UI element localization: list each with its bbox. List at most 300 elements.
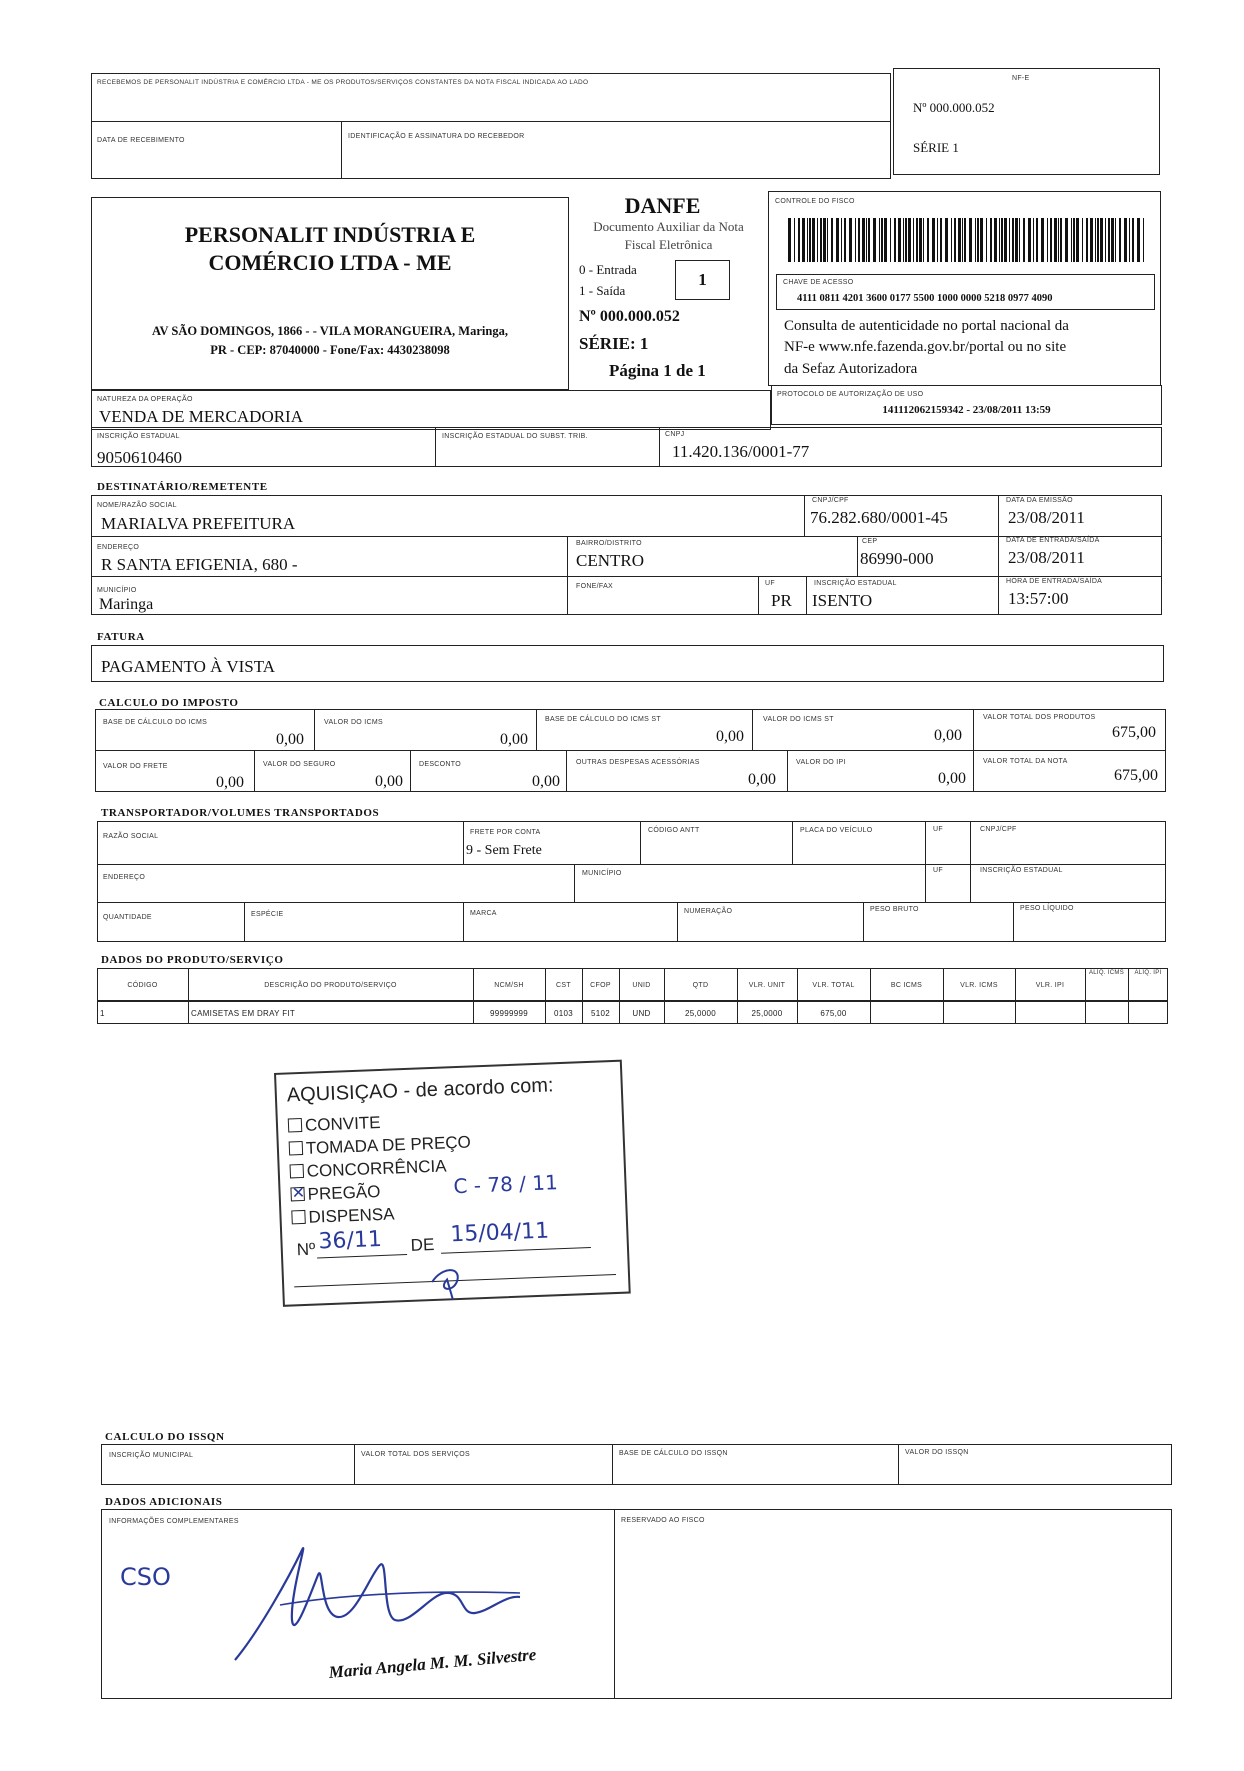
- produtos-header-aliq-icms: ALÍQ. ICMS: [1088, 970, 1124, 976]
- barcode-bar: [905, 218, 907, 262]
- transp-numeracao-label: NUMERAÇÃO: [684, 908, 733, 915]
- produtos-header-cfop: CFOP: [590, 982, 611, 989]
- produtos-header-ncm: NCM/SH: [494, 982, 524, 989]
- acquisition-stamp: [274, 1060, 631, 1307]
- barcode-bar: [836, 218, 839, 262]
- barcode-bar: [980, 218, 983, 262]
- danfe-saida: 1 - Saída: [579, 283, 626, 298]
- transp-marca-label: MARCA: [470, 910, 497, 917]
- barcode-bar: [999, 218, 1000, 262]
- recipient-cnpj-label: CNPJ/CPF: [812, 497, 849, 504]
- receipt-nfe-box: [893, 68, 1160, 175]
- barcode-bar: [1012, 218, 1014, 262]
- recipient-cnpj: 76.282.680/0001-45: [810, 508, 948, 527]
- produtos-col-divider: [582, 968, 583, 1024]
- recipient-col-a: [804, 495, 805, 536]
- transp-endereco-label: ENDEREÇO: [103, 874, 146, 881]
- barcode-bar: [1090, 218, 1093, 262]
- checkbox-concorrencia: [290, 1164, 305, 1179]
- stamp-no-label: Nº: [296, 1239, 316, 1260]
- barcode-bar: [964, 218, 966, 262]
- transp-ie-label: INSCRIÇÃO ESTADUAL: [980, 867, 1063, 874]
- receipt-box: [91, 73, 891, 179]
- imposto-c1: [314, 709, 315, 750]
- fisco-label: RESERVADO AO FISCO: [621, 1517, 705, 1524]
- barcode-bar: [932, 218, 935, 262]
- barcode-bar: [1073, 218, 1075, 262]
- adicionais-section: DADOS ADICIONAIS: [105, 1496, 223, 1508]
- barcode-bar: [898, 218, 901, 262]
- barcode-bar: [1015, 218, 1018, 262]
- barcode-bar: [986, 218, 987, 262]
- barcode-bar: [841, 218, 842, 262]
- produtos-cell-unid: UND: [632, 1009, 651, 1018]
- protocolo-label: PROTOCOLO DE AUTORIZAÇÃO DE USO: [777, 391, 924, 398]
- barcode-bar: [994, 218, 997, 262]
- transporte-c1: [463, 821, 464, 864]
- produtos-col-divider: [797, 968, 798, 1024]
- valor-st-label: VALOR DO ICMS ST: [763, 716, 834, 723]
- seguro-label: VALOR DO SEGURO: [263, 761, 336, 768]
- produtos-col-divider: [1015, 968, 1016, 1024]
- barcode-bar: [977, 218, 979, 262]
- transporte-section: TRANSPORTADOR/VOLUMES TRANSPORTADOS: [101, 807, 380, 819]
- recipient-col-f: [806, 576, 807, 615]
- barcode-bar: [820, 218, 822, 262]
- recipient-uf: PR: [771, 591, 792, 610]
- barcode-bar: [1058, 218, 1059, 262]
- consulta-2: NF-e www.nfe.fazenda.gov.br/portal ou no site: [784, 339, 1067, 355]
- barcode-bar: [945, 218, 948, 262]
- barcode-bar: [807, 218, 808, 262]
- barcode-bar: [1004, 218, 1007, 262]
- barcode-bar: [919, 218, 922, 262]
- check-mark-icon: ✕: [291, 1184, 306, 1203]
- receipt-nfe-label: NF-E: [1012, 75, 1030, 82]
- frete: 0,00: [216, 774, 244, 791]
- barcode-bar: [866, 218, 867, 262]
- hand-csc: CSO: [120, 1563, 171, 1591]
- barcode-bar: [937, 218, 938, 262]
- produtos-col-divider: [870, 968, 871, 1024]
- danfe-subtitle-1: Documento Auxiliar da Nota: [593, 219, 744, 234]
- produtos-header-bc-icms: BC ICMS: [890, 982, 923, 989]
- barcode-bar: [1036, 218, 1038, 262]
- stamp-hand-pregao: C - 78 / 11: [453, 1170, 559, 1199]
- barcode-bar: [1086, 218, 1088, 262]
- transporte-c6: [574, 864, 575, 902]
- barcode-bar: [1019, 218, 1020, 262]
- barcode-bar: [855, 218, 856, 262]
- control-label: CONTROLE DO FISCO: [775, 198, 855, 205]
- barcode-bar: [798, 218, 800, 262]
- barcode-bar: [1050, 218, 1052, 262]
- recipient-municipio: Maringa: [99, 596, 154, 613]
- barcode-bar: [873, 218, 876, 262]
- barcode-bar: [903, 218, 904, 262]
- base-icms-label: BASE DE CÁLCULO DO ICMS: [103, 719, 208, 726]
- danfe-subtitle-2: Fiscal Eletrônica: [624, 237, 713, 252]
- transporte-c11: [1013, 902, 1014, 942]
- checkbox-pregao-checked: [290, 1184, 306, 1203]
- recipient-ie-label: INSCRIÇÃO ESTADUAL: [814, 580, 897, 587]
- barcode-bar: [1097, 218, 1099, 262]
- produtos-col-divider: [1128, 968, 1129, 1024]
- ie-row-box: [91, 427, 1162, 467]
- recipient-col-b: [998, 495, 999, 615]
- barcode-bar: [1054, 218, 1057, 262]
- transp-uf-label: UF: [933, 826, 943, 833]
- recipient-row-1: [91, 536, 1162, 537]
- checkbox-convite: [288, 1118, 303, 1133]
- emitter-name-2: COMÉRCIO LTDA - ME: [208, 250, 452, 275]
- transporte-c10: [863, 902, 864, 942]
- cnpj-label: CNPJ: [665, 431, 685, 438]
- produtos-cell-cfop: 5102: [591, 1009, 610, 1018]
- valor-icms: 0,00: [500, 731, 528, 748]
- receipt-nfe-serie: SÉRIE 1: [913, 140, 959, 155]
- outras-label: OUTRAS DESPESAS ACESSÓRIAS: [576, 759, 700, 766]
- base-icms: 0,00: [276, 731, 304, 748]
- transp-cnpj-label: CNPJ/CPF: [980, 826, 1017, 833]
- barcode-bar: [831, 218, 833, 262]
- barcode-bar: [1095, 218, 1096, 262]
- barcode-bar: [1115, 218, 1116, 262]
- recipient-endereco: R SANTA EFIGENIA, 680 -: [101, 555, 298, 574]
- recipient-uf-label: UF: [765, 580, 775, 587]
- stamp-option-convite-label: CONVITE: [304, 1112, 381, 1135]
- produtos-header-unid: UNID: [632, 982, 651, 989]
- transp-razao-label: RAZÃO SOCIAL: [103, 833, 159, 840]
- valor-st: 0,00: [934, 727, 962, 744]
- recipient-col-e: [758, 576, 759, 615]
- receipt-header: RECEBEMOS DE PERSONALIT INDÚSTRIA E COMÉRCIO LTDA - ME OS PRODUTOS/SERVIÇOS CONSTANTES DA NOTA FISCAL INDICADA AO LADO: [97, 79, 589, 86]
- produtos-header-vlr-icms: VLR. ICMS: [960, 982, 998, 989]
- base-st: 0,00: [716, 728, 744, 745]
- barcode-bar: [1028, 218, 1031, 262]
- transp-frete-label: FRETE POR CONTA: [470, 829, 541, 836]
- adicionais-divider: [614, 1509, 615, 1699]
- imposto-section: CALCULO DO IMPOSTO: [99, 697, 239, 709]
- issqn-valor-label: VALOR DO ISSQN: [905, 1449, 969, 1456]
- stamp-option-dispensa: [291, 1204, 395, 1228]
- barcode-bar: [913, 218, 914, 262]
- ipi: 0,00: [938, 770, 966, 787]
- issqn-total-label: VALOR TOTAL DOS SERVIÇOS: [361, 1451, 470, 1458]
- transporte-c8: [463, 902, 464, 942]
- recipient-bairro-label: BAIRRO/DISTRITO: [576, 540, 642, 547]
- danfe-tipo: 1: [698, 270, 707, 289]
- transp-peso-liquido-label: PESO LÍQUIDO: [1020, 905, 1074, 912]
- emitter-address-1: AV SÃO DOMINGOS, 1866 - - VILA MORANGUEIRA, Maringa,: [152, 324, 508, 338]
- danfe-serie: SÉRIE: 1: [579, 334, 649, 353]
- barcode-bar: [1108, 218, 1110, 262]
- barcode-bar: [951, 218, 952, 262]
- frete-label: VALOR DO FRETE: [103, 763, 168, 770]
- barcode-bar: [1060, 218, 1062, 262]
- barcode-bar: [894, 218, 896, 262]
- produtos-cell-ncm: 99999999: [490, 1009, 528, 1018]
- recipient-endereco-label: ENDEREÇO: [97, 544, 140, 551]
- barcode-bar: [916, 218, 918, 262]
- barcode-bar: [1023, 218, 1025, 262]
- danfe-title: DANFE: [624, 193, 701, 218]
- consulta-3: da Sefaz Autorizadora: [784, 361, 918, 377]
- valor-icms-label: VALOR DO ICMS: [324, 719, 384, 726]
- natureza-label: NATUREZA DA OPERAÇÃO: [97, 396, 193, 403]
- barcode-bar: [1143, 218, 1144, 262]
- stamp-option-tomada-label: TOMADA DE PREÇO: [305, 1132, 472, 1158]
- barcode-bar: [1047, 218, 1048, 262]
- recipient-section: DESTINATÁRIO/REMETENTE: [97, 481, 268, 493]
- produtos-cell-vlr-total: 675,00: [820, 1009, 847, 1018]
- stamp-option-concorrencia-label: CONCORRÊNCIA: [306, 1156, 447, 1181]
- consulta-1: Consulta de autenticidade no portal nacional da: [784, 318, 1069, 334]
- danfe-entrada: 0 - Entrada: [579, 262, 637, 277]
- receipt-date-label: DATA DE RECEBIMENTO: [97, 137, 185, 144]
- barcode-bar: [862, 218, 865, 262]
- stamp-initial-mark: [421, 1260, 482, 1302]
- barcode-bar: [802, 218, 805, 262]
- barcode-bar: [1100, 218, 1103, 262]
- ipi-label: VALOR DO IPI: [796, 759, 846, 766]
- total-nota-label: VALOR TOTAL DA NOTA: [983, 758, 1068, 765]
- barcode-bar: [1076, 218, 1079, 262]
- danfe-pagina: Página 1 de 1: [609, 361, 706, 380]
- transporte-c5: [970, 821, 971, 902]
- produtos-header-qtd: QTD: [692, 982, 709, 989]
- barcode-bar: [1124, 218, 1127, 262]
- recipient-saida-label: DATA DE ENTRADA/SAÍDA: [1006, 537, 1100, 544]
- ie-value: 9050610460: [97, 448, 182, 467]
- ie-div-1: [435, 427, 436, 467]
- produtos-header-vlr-unit: VLR. UNIT: [748, 982, 786, 989]
- transp-qtd-label: QUANTIDADE: [103, 914, 152, 921]
- recipient-cep: 86990-000: [860, 549, 934, 568]
- produtos-col-divider: [1085, 968, 1086, 1024]
- barcode-bar: [817, 218, 818, 262]
- stamp-hand-data: 15/04/11: [449, 1218, 550, 1248]
- barcode-bar: [844, 218, 846, 262]
- transporte-c9: [677, 902, 678, 942]
- transporte-row-2: [97, 902, 1166, 903]
- produtos-col-divider: [943, 968, 944, 1024]
- imposto-c5: [254, 750, 255, 792]
- ie-div-2: [659, 427, 660, 467]
- barcode-bar: [958, 218, 961, 262]
- recipient-saida: 23/08/2011: [1008, 548, 1085, 567]
- imposto-c7: [566, 750, 567, 792]
- fatura-section: FATURA: [97, 631, 145, 643]
- stamp-option-dispensa-label: DISPENSA: [308, 1204, 395, 1227]
- emitter-name-1: PERSONALIT INDÚSTRIA E: [184, 222, 476, 247]
- barcode-bar: [879, 218, 880, 262]
- barcode-bar: [858, 218, 860, 262]
- produtos-header-descricao: DESCRIÇÃO DO PRODUTO/SERVIÇO: [264, 982, 397, 989]
- outras: 0,00: [748, 771, 776, 788]
- stamp-hand-numero: 36/11: [318, 1226, 383, 1255]
- produtos-cell-descricao: CAMISETAS EM DRAY FIT: [191, 1009, 296, 1018]
- produtos-col-divider: [545, 968, 546, 1024]
- imposto-c4: [973, 709, 974, 792]
- barcode-bar: [827, 218, 828, 262]
- recipient-emissao-label: DATA DA EMISSÃO: [1006, 497, 1073, 504]
- barcode-bar: [890, 218, 891, 262]
- chave-value: 4111 0811 4201 3600 0177 5500 1000 0000 5218 0977 4090: [797, 293, 1053, 304]
- produtos-header-codigo: CÓDIGO: [127, 982, 158, 989]
- transp-uf2-label: UF: [933, 867, 943, 874]
- barcode-bar: [975, 218, 976, 262]
- iest-label: INSCRIÇÃO ESTADUAL DO SUBST. TRIB.: [442, 433, 588, 440]
- recipient-col-d: [857, 536, 858, 576]
- barcode-bar: [1119, 218, 1121, 262]
- fatura-text: PAGAMENTO À VISTA: [101, 657, 276, 676]
- desconto: 0,00: [532, 773, 560, 790]
- produtos-section: DADOS DO PRODUTO/SERVIÇO: [101, 954, 284, 966]
- issqn-im-label: INSCRIÇÃO MUNICIPAL: [109, 1452, 194, 1459]
- recipient-row-2: [91, 576, 1162, 577]
- transporte-c7: [244, 902, 245, 942]
- produtos-header-aliq-ipi: ALÍQ. IPI: [1134, 970, 1162, 976]
- cnpj-value: 11.420.136/0001-77: [672, 442, 810, 461]
- recipient-col-c: [567, 536, 568, 615]
- transp-frete: 9 - Sem Frete: [466, 843, 542, 858]
- barcode-bar: [1009, 218, 1010, 262]
- recipient-hora-label: HORA DE ENTRADA/SAÍDA: [1006, 578, 1103, 585]
- produtos-cell-qtd: 25,0000: [684, 1009, 717, 1018]
- barcode-bar: [1137, 218, 1140, 262]
- signer-name: Maria Angela M. M. Silvestre: [328, 1644, 537, 1682]
- barcode-bar: [1071, 218, 1072, 262]
- barcode-bar: [1129, 218, 1130, 262]
- recipient-emissao: 23/08/2011: [1008, 508, 1085, 527]
- barcode-bar: [809, 218, 811, 262]
- barcode-bar: [823, 218, 826, 262]
- barcode-bar: [923, 218, 924, 262]
- protocolo-value: 141112062159342 - 23/08/2011 13:59: [882, 404, 1051, 416]
- barcode-bar: [788, 218, 791, 262]
- barcode-bar: [954, 218, 956, 262]
- barcode-bar: [868, 218, 870, 262]
- produtos-cell-cst: 0103: [554, 1009, 573, 1018]
- barcode-bar: [1082, 218, 1083, 262]
- receipt-divider: [91, 121, 891, 122]
- chave-label: CHAVE DE ACESSO: [783, 279, 854, 286]
- imposto-c8: [787, 750, 788, 792]
- barcode-bar: [1132, 218, 1134, 262]
- transporte-row-1: [97, 864, 1166, 865]
- barcode-bar: [1111, 218, 1114, 262]
- total-prod: 675,00: [1112, 724, 1156, 741]
- transp-municipio-label: MUNICÍPIO: [582, 870, 622, 877]
- ie-label: INSCRIÇÃO ESTADUAL: [97, 433, 180, 440]
- receipt-vdivider: [341, 121, 342, 179]
- barcode-bar: [849, 218, 852, 262]
- stamp-title: AQUISIÇAO - de acordo com:: [286, 1074, 554, 1107]
- receipt-signature-label: IDENTIFICAÇÃO E ASSINATURA DO RECEBEDOR: [348, 133, 525, 140]
- produtos-header-vlr-ipi: VLR. IPI: [1035, 982, 1065, 989]
- recipient-hora: 13:57:00: [1008, 589, 1069, 608]
- imposto-c6: [410, 750, 411, 792]
- info-label: INFORMAÇÕES COMPLEMENTARES: [109, 1518, 239, 1525]
- receipt-nfe-number: Nº 000.000.052: [913, 100, 995, 115]
- barcode-bar: [908, 218, 911, 262]
- produtos-header-vlr-total: VLR. TOTAL: [812, 982, 855, 989]
- barcode-bar: [812, 218, 815, 262]
- recipient-nome: MARIALVA PREFEITURA: [101, 514, 296, 533]
- seguro: 0,00: [375, 773, 403, 790]
- issqn-c1: [354, 1444, 355, 1485]
- transporte-box: [97, 821, 1166, 942]
- issqn-base-label: BASE DE CÁLCULO DO ISSQN: [619, 1450, 728, 1457]
- issqn-section: CALCULO DO ISSQN: [105, 1431, 225, 1443]
- barcode-bar: [990, 218, 992, 262]
- barcode-bar: [794, 218, 795, 262]
- barcode-bars: [788, 218, 1144, 262]
- transporte-c4: [925, 821, 926, 902]
- checkbox-dispensa: [291, 1210, 306, 1225]
- transporte-c2: [640, 821, 641, 864]
- total-nota: 675,00: [1114, 767, 1158, 784]
- produtos-col-divider: [619, 968, 620, 1024]
- emitter-address-2: PR - CEP: 87040000 - Fone/Fax: 4430238098: [210, 343, 450, 357]
- transp-peso-bruto-label: PESO BRUTO: [870, 906, 919, 913]
- produtos-col-divider: [737, 968, 738, 1024]
- issqn-c3: [898, 1444, 899, 1485]
- produtos-cell-codigo: 1: [100, 1009, 105, 1018]
- produtos-cell-vlr-unit: 25,0000: [751, 1009, 783, 1018]
- stamp-option-pregao-label: PREGÃO: [307, 1182, 381, 1204]
- issqn-c2: [612, 1444, 613, 1485]
- transp-antt-label: CÓDIGO ANTT: [648, 827, 700, 834]
- stamp-option-pregao: [290, 1182, 380, 1205]
- transp-especie-label: ESPÉCIE: [251, 911, 284, 918]
- recipient-nome-label: NOME/RAZÃO SOCIAL: [97, 502, 177, 509]
- recipient-fone-label: FONE/FAX: [576, 583, 614, 590]
- barcode-bar: [927, 218, 929, 262]
- danfe-numero: Nº 000.000.052: [579, 308, 680, 325]
- stamp-option-convite: [288, 1113, 381, 1137]
- recipient-municipio-label: MUNICÍPIO: [97, 587, 137, 594]
- checkbox-tomada: [289, 1141, 304, 1156]
- produtos-header-cst: CST: [556, 982, 571, 989]
- natureza-value: VENDA DE MERCADORIA: [99, 407, 303, 426]
- base-st-label: BASE DE CÁLCULO DO ICMS ST: [545, 716, 661, 723]
- barcode-bar: [884, 218, 887, 262]
- imposto-c3: [752, 709, 753, 750]
- barcode-bar: [1033, 218, 1034, 262]
- imposto-row: [95, 750, 1166, 751]
- barcode-bar: [1105, 218, 1106, 262]
- barcode-bar: [1065, 218, 1068, 262]
- produtos-col-divider: [188, 968, 189, 1024]
- barcode-bar: [969, 218, 972, 262]
- barcode: [788, 218, 1146, 262]
- barcode-bar: [940, 218, 942, 262]
- barcode-bar: [1001, 218, 1003, 262]
- recipient-cep-label: CEP: [862, 538, 878, 545]
- recipient-ie: ISENTO: [812, 591, 873, 610]
- desconto-label: DESCONTO: [419, 761, 461, 768]
- transp-placa-label: PLACA DO VEÍCULO: [800, 827, 873, 834]
- stamp-de-label: DE: [410, 1234, 435, 1255]
- recipient-bairro: CENTRO: [576, 551, 644, 570]
- produtos-col-divider: [473, 968, 474, 1024]
- produtos-col-divider: [664, 968, 665, 1024]
- total-prod-label: VALOR TOTAL DOS PRODUTOS: [983, 714, 1096, 721]
- transporte-c3: [792, 821, 793, 864]
- barcode-bar: [962, 218, 963, 262]
